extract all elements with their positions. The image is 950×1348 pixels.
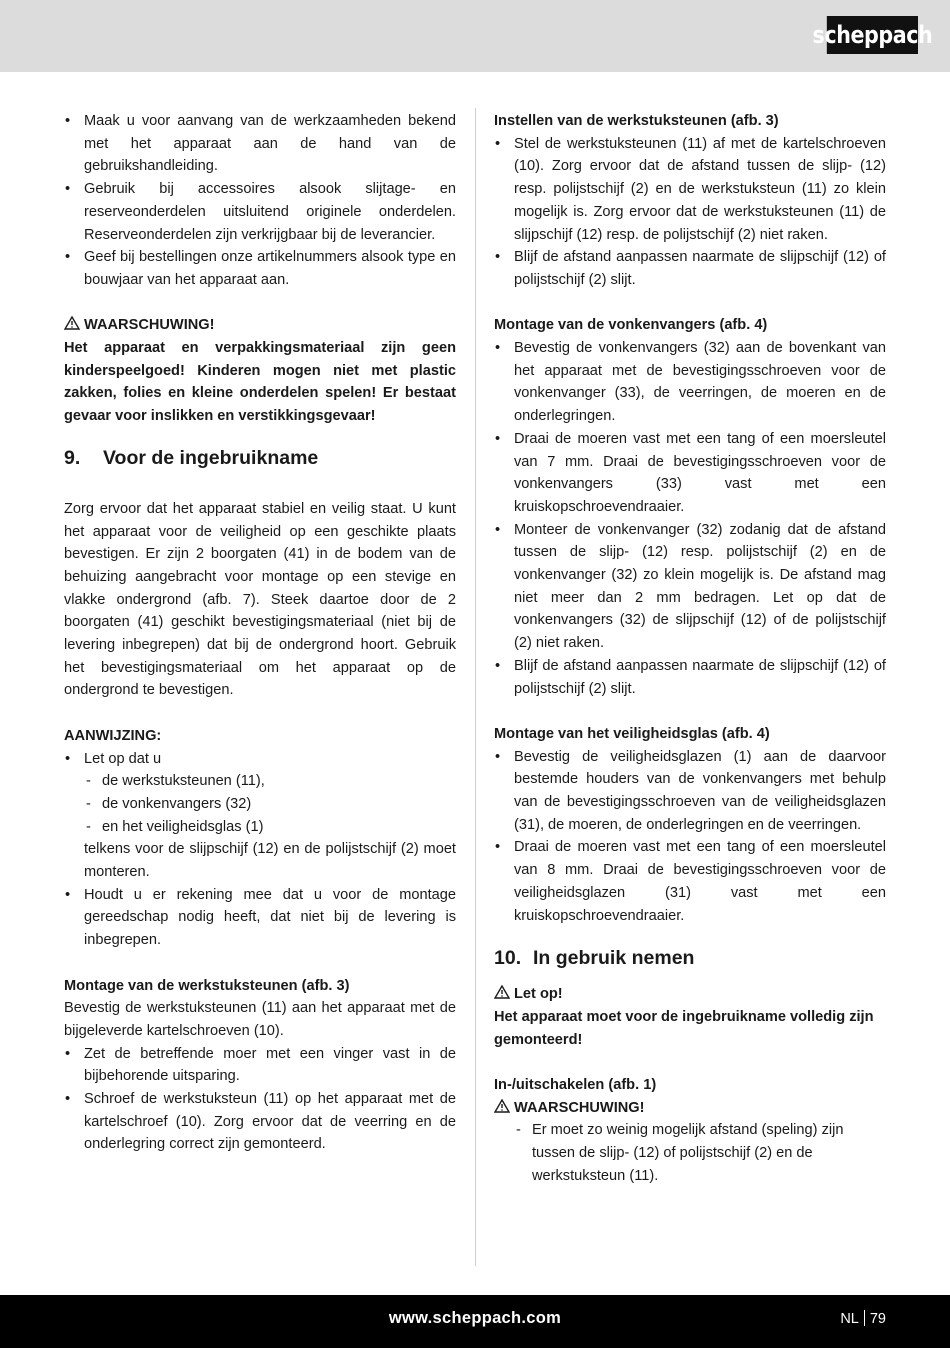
warning-triangle-icon (494, 1099, 510, 1113)
scheppach-logo: scheppach (827, 16, 918, 54)
list-item: • Draai de moeren vast met een tang of een moersleutel van 8 mm. Draai de bevestigingsschroeven voor de veiligheidsglazen (31) vast met een kruiskopschroevendraaier. (494, 836, 886, 927)
attention-heading: Let op! (494, 983, 886, 1006)
list-item: • Blijf de afstand aanpassen naarmate de slijpschijf (12) of polijstschijf (2) slijt. (494, 655, 886, 700)
list-item: • Geef bij bestellingen onze artikelnummers alsook type en bouwjaar van het apparaat aan. (64, 246, 456, 291)
spark-heading: Montage van de vonkenvangers (afb. 4) (494, 317, 768, 334)
separator (864, 1310, 865, 1326)
list-item: • Blijf de afstand aanpassen naarmate de slijpschijf (12) of polijstschijf (2) slijt. (494, 246, 886, 291)
attention-text: Het apparaat moet voor de ingebruikname volledig zijn gemonteerd! (494, 1008, 874, 1048)
chapter-9-paragraph: Zorg ervoor dat het apparaat stabiel en veilig staat. U kunt het apparaat voor de veiligheid op een geschikte plaats bevestigen. Er zijn 2 boorgaten (41) in de bodem van de behuizing aangebracht voor montage op een stevige en vlakke ondergrond (afb. 7). Steek daartoe door de 2 boorgaten (41) geschikt bevestigingsmateriaal (niet bij de levering inbegrepen) dat bij de ondergrond hoort. Gebruik het bevestigingsmateriaal om het apparaat op de ondergrond te bevestigen. (64, 500, 456, 699)
list-item: • Let op dat u (64, 748, 456, 771)
warning-triangle-icon (494, 985, 510, 999)
chapter-title: In gebruik nemen (533, 947, 695, 970)
chapter-number: 10. (494, 947, 522, 970)
mount-paragraph: Bevestig de werkstuksteunen (11) aan het apparaat met de bijgeleverde kartelschroeven (10). (64, 1000, 456, 1039)
page-number (840, 1310, 886, 1327)
list-item: - de werkstuksteunen (11), (64, 770, 456, 793)
website-link[interactable]: www.scheppach.com (388, 1309, 562, 1327)
list-item: • Zet de betreffende moer met een vinger vast in de bijbehorende uitsparing. (64, 1043, 456, 1088)
list-item: - en het veiligheidsglas (1) (64, 816, 456, 839)
switch-heading: In-/uitschakelen (afb. 1) (494, 1077, 657, 1094)
warning-heading: WAARSCHUWING! (64, 314, 456, 337)
adjust-bullet-list (494, 133, 886, 292)
note-heading: AANWIJZING: (64, 727, 162, 744)
list-item: - Er moet zo weinig mogelijk afstand (speling) zijn tussen de slijp- (12) of polijstschijf (2) en de werkstuksteun (11). (494, 1119, 886, 1187)
list-item: • Houdt u er rekening mee dat u voor de montage gereedschap nodig heeft, dat niet bij de levering is inbegrepen. (64, 884, 456, 952)
list-item: • Schroef de werkstuksteun (11) op het apparaat met de kartelschroef (10). Zorg ervoor dat de veerring en de onderlegring correct zijn gemonteerd. (64, 1088, 456, 1156)
chapter-10-heading (494, 945, 886, 971)
list-item: • Gebruik bij accessoires alsook slijtage- en reserveonderdelen uitsluitend originele onderdelen. Reserveonderdelen zijn verkrijgbaar bij de leverancier. (64, 178, 456, 246)
note-dash-list (64, 770, 456, 838)
mount-heading: Montage van de werkstuksteunen (afb. 3) (64, 977, 350, 994)
list-item: • Stel de werkstuksteunen (11) af met de kartelschroeven (10). Zorg ervoor dat de afstand tussen de slijp- (12) resp. polijstschijf (2) en de werkstuksteun (11) zo klein mogelijk is. Zorg ervoor dat de werkstuksteunen (11) de slijpschijf (12) resp. de polijstschijf (2) niet raken. (494, 133, 886, 247)
adjust-heading: Instellen van de werkstuksteunen (afb. 3) (494, 113, 779, 129)
list-item: • Monteer de vonkenvanger (32) zodanig dat de afstand tussen de slijp- (12) resp. polijstschijf (2) en de vonkenvanger (32) zo klein mogelijk is. De afstand mag niet meer dan 2 mm bedragen. Let op dat de vonkenvangers (32) de slijpschijf (12) of de polijstschijf (2) niet raken. (494, 519, 886, 655)
list-item: • Bevestig de vonkenvangers (32) aan de bovenkant van het apparaat met de bevestigingsschroeven voor de vonkenvanger (33), de veerringen, de moeren en de onderlegringen. (494, 337, 886, 428)
note-bullet-tail: telkens voor de slijpschijf (12) en de polijstschijf (2) moet monteren. (84, 841, 456, 881)
note-bullet-list-2 (64, 884, 456, 952)
page-footer (0, 1295, 950, 1348)
glass-heading: Montage van het veiligheidsglas (afb. 4) (494, 725, 770, 742)
page-number-value: 79 (869, 1311, 886, 1327)
switch-dash-list (494, 1119, 886, 1187)
left-column (64, 110, 456, 1156)
list-item: - de vonkenvangers (32) (64, 793, 456, 816)
list-item: • Bevestig de veiligheidsglazen (1) aan de daarvoor bestemde houders van de vonkenvangers met behulp van de bevestigingsschroeven van de veiligheidsglazen (31), de moeren, de onderlegringen en de veerringen. (494, 746, 886, 837)
intro-bullet-list (64, 110, 456, 292)
warning-text: Het apparaat en verpakkingsmateriaal zijn geen kinderspeelgoed! Kinderen mogen niet met plastic zakken, folies en kleine onderdelen spelen! Er bestaat gevaar voor inslikken en verstikkingsgevaar! (64, 340, 456, 425)
list-item: • Draai de moeren vast met een tang of een moersleutel van 7 mm. Draai de bevestigingsschroeven voor de vonkenvangers (33) vast met een kruiskopschroevendraaier. (494, 428, 886, 519)
mount-bullet-list (64, 1043, 456, 1157)
chapter-title: Voor de ingebruikname (103, 446, 319, 469)
glass-bullet-list (494, 746, 886, 928)
chapter-9-heading (64, 445, 456, 471)
switch-warning-heading: WAARSCHUWING! (494, 1097, 886, 1120)
language-code: NL (840, 1311, 859, 1327)
page-header (0, 0, 950, 72)
right-column (494, 110, 886, 1188)
chapter-number: 9. (64, 446, 81, 469)
note-bullet-list (64, 748, 456, 771)
warning-triangle-icon (64, 316, 80, 330)
list-item: • Maak u voor aanvang van de werkzaamheden bekend met het apparaat aan de hand van de gebruikshandleiding. (64, 110, 456, 178)
column-divider (475, 108, 476, 1266)
spark-bullet-list (494, 337, 886, 700)
